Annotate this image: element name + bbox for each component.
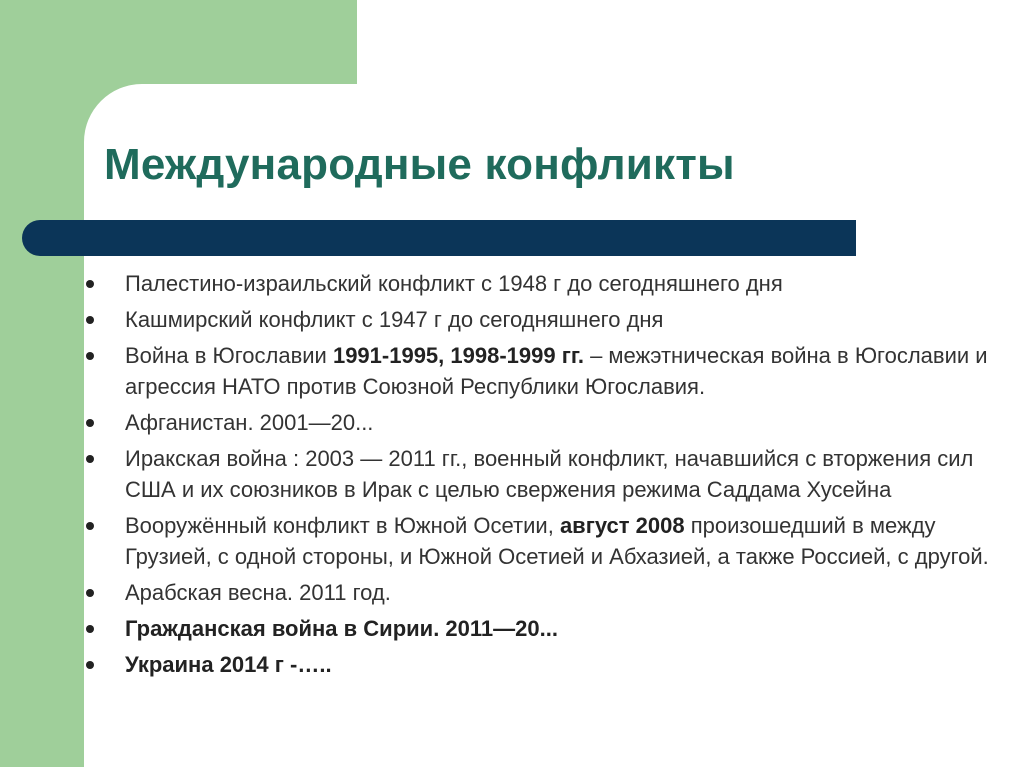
bullet-dot-icon [86, 589, 94, 597]
bullet-item-arab-spring [84, 577, 994, 608]
bullet-text: Афганистан. 2001—20... [125, 410, 374, 435]
page-title: Международные конфликты [104, 140, 735, 189]
bullet-text: Палестино-израильский конфликт с 1948 г до сегодняшнего дня [125, 271, 783, 296]
bullet-item-syria [84, 613, 994, 644]
bullet-text: Кашмирский конфликт с 1947 г до сегодняшнего дня [125, 307, 664, 332]
bullet-dot-icon [86, 661, 94, 669]
bullet-dot-icon [86, 316, 94, 324]
bullet-item-south-ossetia [84, 510, 994, 572]
bullet-item-afghanistan [84, 407, 994, 438]
bullet-text-pre: Война в Югославии [125, 343, 333, 368]
bullet-text: Гражданская война в Сирии. 2011—20... [125, 616, 558, 641]
bullet-text-post: – межэтническая война в Югославии и агрессия НАТО против Союзной Республики Югославия. [125, 343, 988, 399]
bullet-text: Украина 2014 г -….. [125, 652, 332, 677]
bullet-dot-icon [86, 280, 94, 288]
bullet-item-kashmir [84, 304, 994, 335]
bullet-dot-icon [86, 522, 94, 530]
bullet-item-ukraine [84, 649, 994, 680]
title-underline-bar [22, 220, 856, 256]
bullet-item-yugoslavia [84, 340, 994, 402]
bullet-text-post: произошедший в между Грузией, с одной стороны, и Южной Осетией и Абхазией, а также Россией, с другой. [125, 513, 989, 569]
bullet-text-bold: 1991-1995, 1998-1999 гг. [332, 343, 584, 368]
bullet-item-palestine [84, 268, 994, 299]
bullet-dot-icon [86, 419, 94, 427]
bullet-dot-icon [86, 455, 94, 463]
bullet-item-iraq [84, 443, 994, 505]
bullet-text-bold: август 2008 [559, 513, 685, 538]
bullet-dot-icon [86, 625, 94, 633]
bullet-text-pre: Вооружённый конфликт в Южной Осетии, [125, 513, 560, 538]
bullet-list [84, 268, 994, 685]
bullet-text: Иракская война : 2003 — 2011 гг., военный конфликт, начавшийся с вторжения сил США и их союзников в Ирак с целью свержения режима Саддама Хусейна [125, 446, 974, 502]
bullet-text: Арабская весна. 2011 год. [125, 580, 391, 605]
bullet-dot-icon [86, 352, 94, 360]
